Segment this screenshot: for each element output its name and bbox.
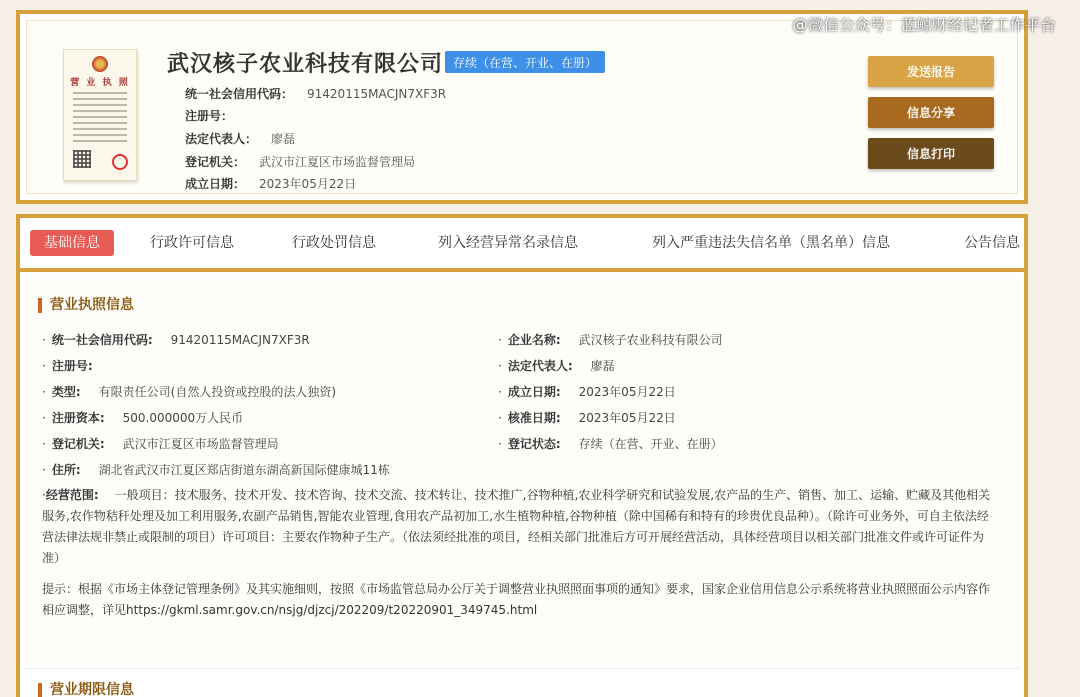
section-title-license: 营业执照信息 <box>38 298 134 313</box>
section-title-term: 营业期限信息 <box>38 683 134 697</box>
term-section <box>24 668 1020 697</box>
company-header-card <box>16 10 1028 204</box>
field-company-type: · 类型: 有限责任公司(自然人投资或控股的法人独资) <box>42 385 337 399</box>
license-thumbnail-title: 营 业 执 照 <box>70 78 130 88</box>
header-field-reg-no: 注册号： <box>185 109 234 123</box>
tab-basic-info[interactable]: 基础信息 <box>30 230 114 256</box>
official-seal-icon <box>112 154 128 170</box>
field-company-name: · 企业名称: 武汉核子农业科技有限公司 <box>498 333 723 347</box>
tab-admin-penalty[interactable]: 行政处罚信息 <box>292 235 376 251</box>
header-field-legal-rep: 法定代表人： 廖磊 <box>185 132 296 146</box>
print-info-button[interactable]: 信息打印 <box>868 138 994 169</box>
main-info-card <box>16 214 1028 697</box>
company-header-inner <box>26 20 1018 194</box>
field-authority: · 登记机关: 武汉市江夏区市场监督管理局 <box>42 437 279 451</box>
field-reg-capital: · 注册资本: 500.000000万人民币 <box>42 411 244 425</box>
share-info-button[interactable]: 信息分享 <box>868 97 994 128</box>
national-emblem-icon <box>92 56 108 72</box>
watermark-text: @微信公众号：蓝鲸财经记者工作平台 <box>792 16 1056 34</box>
license-notice-text: 提示：根据《市场主体登记管理条例》及其实施细则，按照《市场监管总局办公厅关于调整营业执照照面事项的通知》要求，国家企业信用信息公示系统将营业执照照面公示内容作相应调整，详见https://gkml.samr.gov.cn/nsjg/djzcj/202209/t20220901_349745.html <box>42 582 991 617</box>
tab-bar <box>20 218 1024 272</box>
send-report-button[interactable]: 发送报告 <box>868 56 994 87</box>
field-est-date: · 成立日期: 2023年05月22日 <box>498 385 676 399</box>
header-field-credit-code: 统一社会信用代码： 91420115MACJN7XF3R <box>185 87 447 101</box>
field-credit-code: · 统一社会信用代码: 91420115MACJN7XF3R <box>42 333 310 347</box>
field-legal-rep: · 法定代表人: 廖磊 <box>498 359 615 373</box>
company-name-title: 武汉核子农业科技有限公司 <box>167 52 444 77</box>
tab-announcements[interactable]: 公告信息 <box>964 235 1020 251</box>
license-text-lines <box>73 92 127 146</box>
header-field-est-date: 成立日期： 2023年05月22日 <box>185 177 357 191</box>
field-approval-date: · 核准日期: 2023年05月22日 <box>498 411 676 425</box>
basic-info-content <box>24 276 1020 697</box>
tab-admin-license[interactable]: 行政许可信息 <box>150 235 234 251</box>
field-business-scope: ·经营范围: 一般项目：技术服务、技术开发、技术咨询、技术交流、技术转让、技术推广,谷物种植,农业科学研究和试验发展,农产品的生产、销售、加工、运输、贮藏及其他相关服务,农作物秸秆处理及加工利用服务,农副产品销售,智能农业管理,食用农产品初加工,水生植物种植,谷物种植（除中国稀有和特有的珍贵优良品种）。（除许可业务外，可自主依法经营法律法规非禁止或限制的项目）许可项目：主要农作物种子生产。（依法须经批准的项目，经相关部门批准后方可开展经营活动，具体经营项目以相关部门批准文件或许可证件为准） <box>42 488 991 565</box>
field-reg-status: · 登记状态: 存续（在营、开业、在册） <box>498 437 723 451</box>
business-license-thumbnail[interactable] <box>63 49 137 181</box>
field-address: · 住所: 湖北省武汉市江夏区郑店街道东湖高新国际健康城11栋 <box>42 463 390 477</box>
tab-abnormal-list[interactable]: 列入经营异常名录信息 <box>438 235 578 251</box>
field-reg-no: · 注册号: <box>42 359 93 373</box>
tab-blacklist[interactable]: 列入严重违法失信名单（黑名单）信息 <box>652 235 890 251</box>
qr-code-icon <box>73 150 91 168</box>
header-field-authority: 登记机关： 武汉市江夏区市场监督管理局 <box>185 155 416 169</box>
status-badge: 存续（在营、开业、在册） <box>445 51 605 73</box>
